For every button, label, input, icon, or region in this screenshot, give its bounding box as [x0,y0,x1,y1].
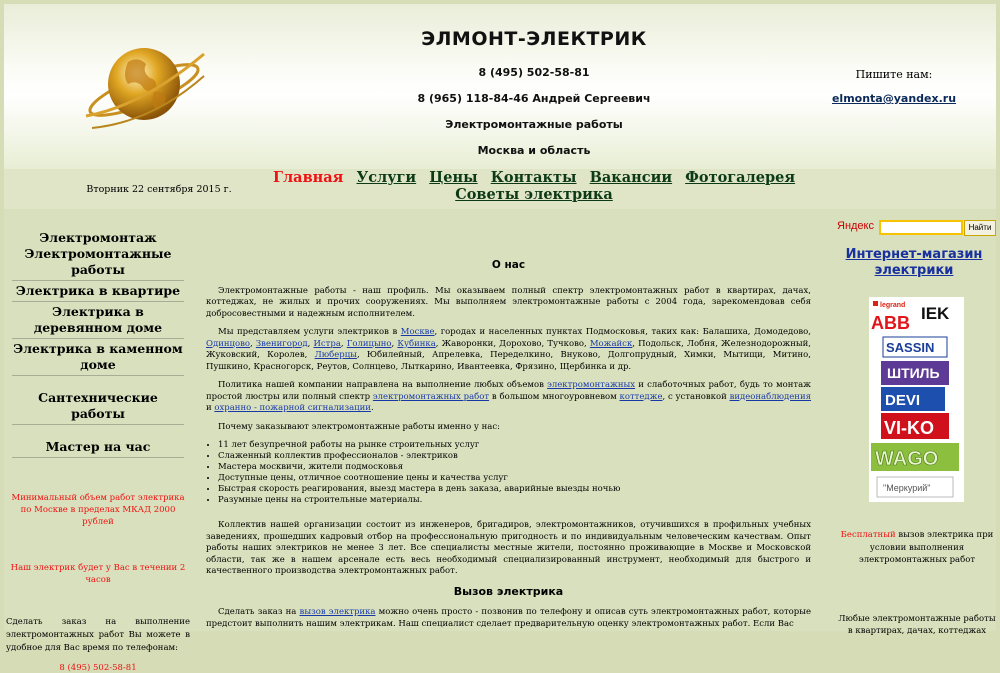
text: Политика нашей компании направлена на выполнение любых объемов [218,380,548,390]
brand-wago: WAGO [875,448,939,470]
list-item: • Мастера москвичи, жители подмосковья [218,462,811,473]
brand-viko: VI-KO [884,418,935,438]
about-paragraph-1: Электромонтажные работы - наш профиль. Мы оказываем полный спектр электромонтажных работ в квартирах, дачах, коттеджах, не жилых и прочих сооружениях. Мы выполняем электромонтажные работы с 2004 года, зарекомендовав себя добросовестными и надежным исполнителем. [206,285,811,319]
text: , городах и населенных пунктах Подмосковья, таких как: Балашиха, Домодедово, [434,327,811,337]
text: , с установкой [662,391,730,402]
yandex-logo: Яндекс [837,220,874,232]
brand-shtil: ШТИЛЬ [887,365,940,381]
left-sidebar [4,216,192,673]
min-order-note: Минимальный объем работ электрика по Москве в пределах МКАД 2000 рублей [11,493,185,527]
link-fire-alarm[interactable]: охранно - пожарной сигнализации [214,403,371,413]
brand-abb: ABB [871,313,910,333]
link-lyubertsy[interactable]: Люберцы [314,350,357,360]
left-menu-item-stone-house[interactable]: Электрика в каменном доме [12,339,184,376]
link-call-electrician[interactable]: вызов электрика [299,607,376,617]
search-input[interactable] [879,220,963,235]
left-menu-item-electromontage[interactable]: Электромонтаж Электромонтажные работы [12,216,184,281]
text: и [206,403,215,413]
left-phone: 8 (495) 502-58-81 [59,663,137,673]
nav-home[interactable]: Главная [272,169,344,186]
right-sidebar [819,209,996,636]
link-golitsyno[interactable]: Голицыно [346,338,392,349]
link-electromontage[interactable]: электромонтажных [547,380,636,390]
text: , Подольск, Лобня, Железнодорожный, Жуковский, Королев, [206,338,812,360]
free-note-text: вызов электрика при условии выполнения электромонтажных работ [858,530,994,565]
nav-prices[interactable]: Цены [429,169,478,186]
team-paragraph: Коллектив нашей организации состоит из инженеров, бригадиров, электромонтажников, отучившихся в профильных учебных заведениях, прошедших кадровый отбор на профессиональную пригодность и по индивидуальным человеческим качествам. Опыт работы наших электриков не менее 3 лет. Все специалисты местные жители, постоянно проживающие в Москве и Московской области, так же в нашем арсенале есть весь необходимый специализированный инструмент, необходимый для быстрого и качественного производства электромонтажных работ. [206,520,811,576]
text: можно очень просто - позвонив по телефону и описав суть электромонтажных работ, которые предстоит выполнить нашим электрикам. Наш специалист сделает предварительную оценку электромонтажных работ. Если Вас [206,607,812,629]
left-menu-item-handyman[interactable]: Мастер на час [12,425,184,458]
nav-gallery[interactable]: Фотогалерея [685,169,796,186]
text: , [391,338,398,349]
link-odintsovo[interactable]: Одинцово [206,338,251,349]
text: , [250,338,256,349]
list-item: • Разумные цены на строительные материалы. [218,495,811,506]
about-title: О нас [491,259,526,271]
email-link[interactable]: elmonta@yandex.ru [831,92,957,105]
nav-advice[interactable]: Советы электрика [455,186,613,203]
page [4,4,996,673]
text: . [370,403,374,413]
brand-legrand: legrand [880,302,906,309]
brand-logos[interactable] [869,297,964,502]
link-kubinka[interactable]: Кубинка [397,338,436,349]
left-menu-item-wooden-house[interactable]: Электрика в деревянном доме [12,302,184,339]
current-date: Вторник 22 сентября 2015 г. [86,184,232,195]
arrival-note: Наш электрик будет у Вас в течении 2 часов [10,563,186,585]
left-menu-item-apartment[interactable]: Электрика в квартире [12,281,184,302]
about-paragraph-2 [206,327,811,373]
nav-services[interactable]: Услуги [356,169,417,186]
site-header [4,4,996,169]
list-item: • Доступные цены, отличное соотношение цены и качества услуг [218,473,811,484]
why-us-intro: Почему заказывают электромонтажные работы именно у нас: [218,421,500,432]
main-content [206,216,811,631]
order-text: Сделать заказ на выполнение электромонтажных работ Вы можете в удобное для Вас время по телефонам: [6,617,190,653]
text: и слаботочных работ, будь то монтаж простой люстры или полный спектр [206,380,811,402]
write-us-label: Пишите нам: [855,68,933,81]
text: , Жаворонки, Дорохово, Тучково, [435,338,590,349]
link-electromontage-works[interactable]: электромонтажных работ [372,391,490,402]
link-zvenigorod[interactable]: Звенигород [255,338,308,349]
left-menu-item-plumbing[interactable]: Сантехнические работы [12,376,184,425]
link-cottage[interactable]: коттедже [619,391,663,402]
link-video-surveillance[interactable]: видеонаблюдения [729,391,812,402]
nav-contacts[interactable]: Контакты [490,169,577,186]
site-title: ЭЛМОНТ-ЭЛЕКТРИК [421,28,647,50]
call-electrician-title: Вызов электрика [453,584,564,598]
brand-merkury: "Меркурий" [883,483,931,493]
text: Мы представляем услуги электриков в [218,327,401,337]
nav-band [4,169,996,209]
any-works-note: Любые электромонтажные работы в квартирах, дачах, коттеджах [838,614,996,636]
header-service: Электромонтажные работы [445,118,623,131]
list-item: • Быстрая скорость реагирования, выезд мастера в день заказа, аварийные выезды ночью [218,484,811,495]
about-paragraph-3 [206,380,811,415]
text: Сделать заказ на [218,607,300,617]
text: , Юбилейный, Апрелевка, Переделкино, Внуково, Долгопрудный, Химки, Мытищи, Митино, Пушкино, Красногорск, Реутов, Солнцево, Лыткарино, Ивантеевка, Фрязино, Щербинка и др. [206,350,812,372]
text: , [340,338,347,349]
list-item: • 11 лет безупречной работы на рынке строительных услуг [218,440,811,451]
main-nav [259,169,809,203]
brand-iek: IEK [921,304,950,323]
link-moscow[interactable]: Москве [400,327,435,337]
legrand-mark [873,301,878,306]
brand-devi: DEVI [885,392,921,409]
free-word: Бесплатный [840,530,896,540]
reasons-list [206,440,811,506]
text: , [307,338,314,349]
search-button[interactable]: Найти [964,220,996,236]
header-phone-1: 8 (495) 502-58-81 [478,66,590,79]
call-paragraph [206,607,811,630]
link-mozhaysk[interactable]: Можайск [589,338,633,349]
header-region: Москва и область [477,144,591,157]
header-phone-2: 8 (965) 118-84-46 Андрей Сергеевич [417,92,651,105]
golden-globe-logo [82,32,208,140]
text: в большом многоуровневом [489,391,620,402]
brand-sassin: SASSIN [886,340,935,355]
free-call-note [837,529,997,567]
nav-vacancies[interactable]: Вакансии [589,169,673,186]
link-istra[interactable]: Истра [313,338,341,349]
shop-link[interactable]: Интернет-магазин электрики [845,247,983,278]
list-item: • Слаженный коллектив профессионалов - электриков [218,451,811,462]
